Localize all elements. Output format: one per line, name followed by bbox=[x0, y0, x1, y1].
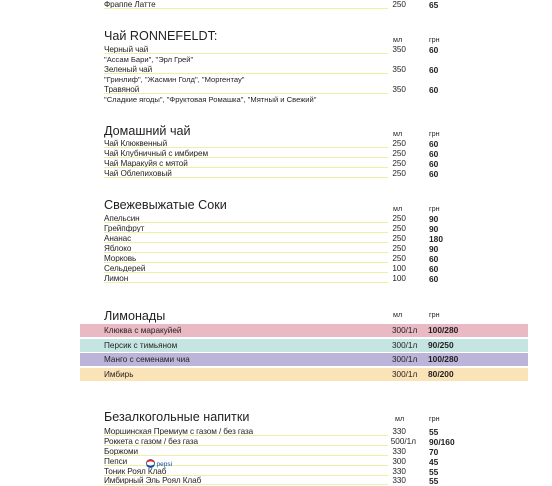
item-name: Морковь bbox=[104, 254, 137, 263]
price-header: грн bbox=[429, 35, 440, 44]
item-volume: 300/1л bbox=[392, 326, 418, 335]
item-price: 60 bbox=[429, 85, 439, 95]
item-volume: 330 bbox=[392, 447, 406, 456]
item-price: 60 bbox=[429, 139, 439, 149]
item-name: Лимон bbox=[104, 274, 129, 283]
item-volume: 350 bbox=[392, 85, 406, 94]
item-name: Клюква с маракуйей bbox=[104, 326, 182, 335]
section-title-soft-drinks: Безалкогольные напитки bbox=[104, 410, 250, 424]
section-title-home-tea: Домашний чай bbox=[104, 124, 191, 138]
menu-item bbox=[104, 264, 516, 274]
item-volume: 250 bbox=[392, 159, 406, 168]
item-name: Пепси bbox=[104, 457, 128, 466]
item-price: 60 bbox=[429, 254, 439, 264]
item-volume: 500/1л bbox=[390, 437, 416, 446]
item-name: Персик с тимьяном bbox=[104, 341, 178, 350]
item-volume: 250 bbox=[392, 244, 406, 253]
item-price: 90/160 bbox=[429, 437, 455, 447]
leader-line bbox=[104, 455, 388, 456]
item-price: 65 bbox=[429, 0, 439, 10]
item-name: Роккета с газом / без газа bbox=[104, 437, 198, 446]
item-volume: 250 bbox=[392, 224, 406, 233]
item-name: Фраппе Латте bbox=[104, 0, 156, 9]
item-price: 60 bbox=[429, 274, 439, 284]
item-name: Черный чай bbox=[104, 45, 149, 54]
item-price: 60 bbox=[429, 45, 439, 55]
price-header: грн bbox=[429, 129, 440, 138]
leader-line bbox=[104, 272, 388, 273]
ml-header: мл bbox=[393, 204, 403, 213]
item-volume: 250 bbox=[392, 254, 406, 263]
leader-line bbox=[104, 167, 388, 168]
menu-item bbox=[104, 224, 516, 234]
menu-item bbox=[104, 274, 516, 284]
lemonade-row bbox=[80, 353, 528, 366]
section-title-tea: Чай RONNEFELDT: bbox=[104, 29, 218, 43]
item-name: Сельдерей bbox=[104, 264, 146, 273]
item-name: Чай Облепиховый bbox=[104, 169, 172, 178]
menu-item bbox=[104, 437, 516, 447]
item-name: Чай Маракуйя с мятой bbox=[104, 159, 188, 168]
item-description: "Ассам Бари", "Эрл Грей" bbox=[104, 55, 194, 64]
item-name: Апельсин bbox=[104, 214, 140, 223]
leader-line bbox=[104, 232, 388, 233]
item-price: 55 bbox=[429, 467, 439, 477]
leader-line bbox=[104, 93, 388, 94]
ml-header: мл bbox=[393, 310, 403, 319]
item-description: "Гринлиф", "Жасмин Голд", "Моргентау" bbox=[104, 75, 245, 84]
item-volume: 250 bbox=[392, 0, 406, 9]
item-name: Ананас bbox=[104, 234, 132, 243]
item-volume: 300/1л bbox=[392, 341, 418, 350]
menu-item bbox=[104, 447, 516, 457]
item-name: Тоник Роял Клаб bbox=[104, 467, 167, 476]
leader-line bbox=[104, 73, 388, 74]
item-name: Чай Клюквенный bbox=[104, 139, 168, 148]
item-price: 60 bbox=[429, 264, 439, 274]
price-header: грн bbox=[429, 414, 440, 423]
item-volume: 330 bbox=[392, 467, 406, 476]
menu-item bbox=[104, 139, 516, 149]
menu-item bbox=[104, 65, 516, 75]
leader-line bbox=[104, 177, 388, 178]
item-name: Зеленый чай bbox=[104, 65, 153, 74]
item-volume: 300/1л bbox=[392, 355, 418, 364]
item-volume: 250 bbox=[392, 139, 406, 148]
item-price: 90 bbox=[429, 214, 439, 224]
item-name: Яблоко bbox=[104, 244, 132, 253]
item-volume: 330 bbox=[392, 427, 406, 436]
item-volume: 250 bbox=[392, 169, 406, 178]
leader-line bbox=[104, 222, 388, 223]
menu-item bbox=[104, 427, 516, 437]
section-title-juices: Свежевыжатые Соки bbox=[104, 198, 227, 212]
lemonade-row bbox=[80, 324, 528, 337]
menu-item bbox=[104, 0, 516, 10]
ml-header: мл bbox=[393, 35, 403, 44]
item-name: Моршинская Премиум с газом / без газа bbox=[104, 427, 254, 436]
svg-text:pepsi: pepsi bbox=[156, 461, 173, 468]
menu-item bbox=[104, 45, 516, 55]
menu-item bbox=[104, 476, 516, 486]
item-volume: 250 bbox=[392, 149, 406, 158]
lemonade-row bbox=[80, 339, 528, 352]
item-price: 45 bbox=[429, 457, 439, 467]
item-price: 70 bbox=[429, 447, 439, 457]
item-volume: 330 bbox=[392, 476, 406, 485]
leader-line bbox=[104, 484, 388, 485]
leader-line bbox=[104, 157, 388, 158]
item-price: 60 bbox=[429, 159, 439, 169]
price-header: грн bbox=[429, 204, 440, 213]
item-price: 90/250 bbox=[428, 340, 454, 350]
item-price: 100/280 bbox=[428, 354, 459, 364]
item-price: 90 bbox=[429, 244, 439, 254]
menu-item bbox=[104, 254, 516, 264]
item-name: Грейпфрут bbox=[104, 224, 145, 233]
leader-line bbox=[104, 445, 388, 446]
item-price: 60 bbox=[429, 65, 439, 75]
leader-line bbox=[104, 282, 388, 283]
item-volume: 250 bbox=[392, 234, 406, 243]
item-volume: 100 bbox=[392, 274, 406, 283]
lemonade-row bbox=[80, 368, 528, 381]
item-price: 90 bbox=[429, 224, 439, 234]
item-price: 60 bbox=[429, 149, 439, 159]
ml-header: мл bbox=[393, 129, 403, 138]
item-price: 55 bbox=[429, 476, 439, 486]
item-volume: 350 bbox=[392, 45, 406, 54]
leader-line bbox=[104, 242, 388, 243]
section-title-lemonades: Лимонады bbox=[104, 309, 166, 323]
item-name: Травяной bbox=[104, 85, 140, 94]
item-price: 100/280 bbox=[428, 325, 459, 335]
item-price: 55 bbox=[429, 427, 439, 437]
menu-item bbox=[104, 244, 516, 254]
leader-line bbox=[104, 53, 388, 54]
menu-item bbox=[104, 85, 516, 95]
leader-line bbox=[104, 252, 388, 253]
item-volume: 300/1л bbox=[392, 370, 418, 379]
leader-line bbox=[104, 8, 388, 9]
leader-line bbox=[104, 147, 388, 148]
item-volume: 100 bbox=[392, 264, 406, 273]
leader-line bbox=[104, 435, 388, 436]
item-volume: 250 bbox=[392, 214, 406, 223]
menu-item bbox=[104, 234, 516, 244]
ml-header: мл bbox=[395, 414, 405, 423]
item-price: 60 bbox=[429, 169, 439, 179]
item-name: Имбирь bbox=[104, 370, 134, 379]
menu-item bbox=[104, 169, 516, 179]
item-name: Боржоми bbox=[104, 447, 139, 456]
menu-item bbox=[104, 214, 516, 224]
menu-item bbox=[104, 149, 516, 159]
menu-item bbox=[104, 159, 516, 169]
price-header: грн bbox=[429, 310, 440, 319]
leader-line bbox=[104, 262, 388, 263]
item-name: Чай Клубничный с имбирем bbox=[104, 149, 208, 158]
item-name: Манго с семенами чиа bbox=[104, 355, 190, 364]
item-volume: 300 bbox=[392, 457, 406, 466]
item-price: 80/200 bbox=[428, 369, 454, 379]
item-price: 180 bbox=[429, 234, 443, 244]
item-volume: 350 bbox=[392, 65, 406, 74]
item-name: Имбирный Эль Роял Клаб bbox=[104, 476, 202, 485]
item-description: "Сладкие ягоды", "Фруктовая Ромашка", "Мятный и Свежий" bbox=[104, 95, 317, 104]
